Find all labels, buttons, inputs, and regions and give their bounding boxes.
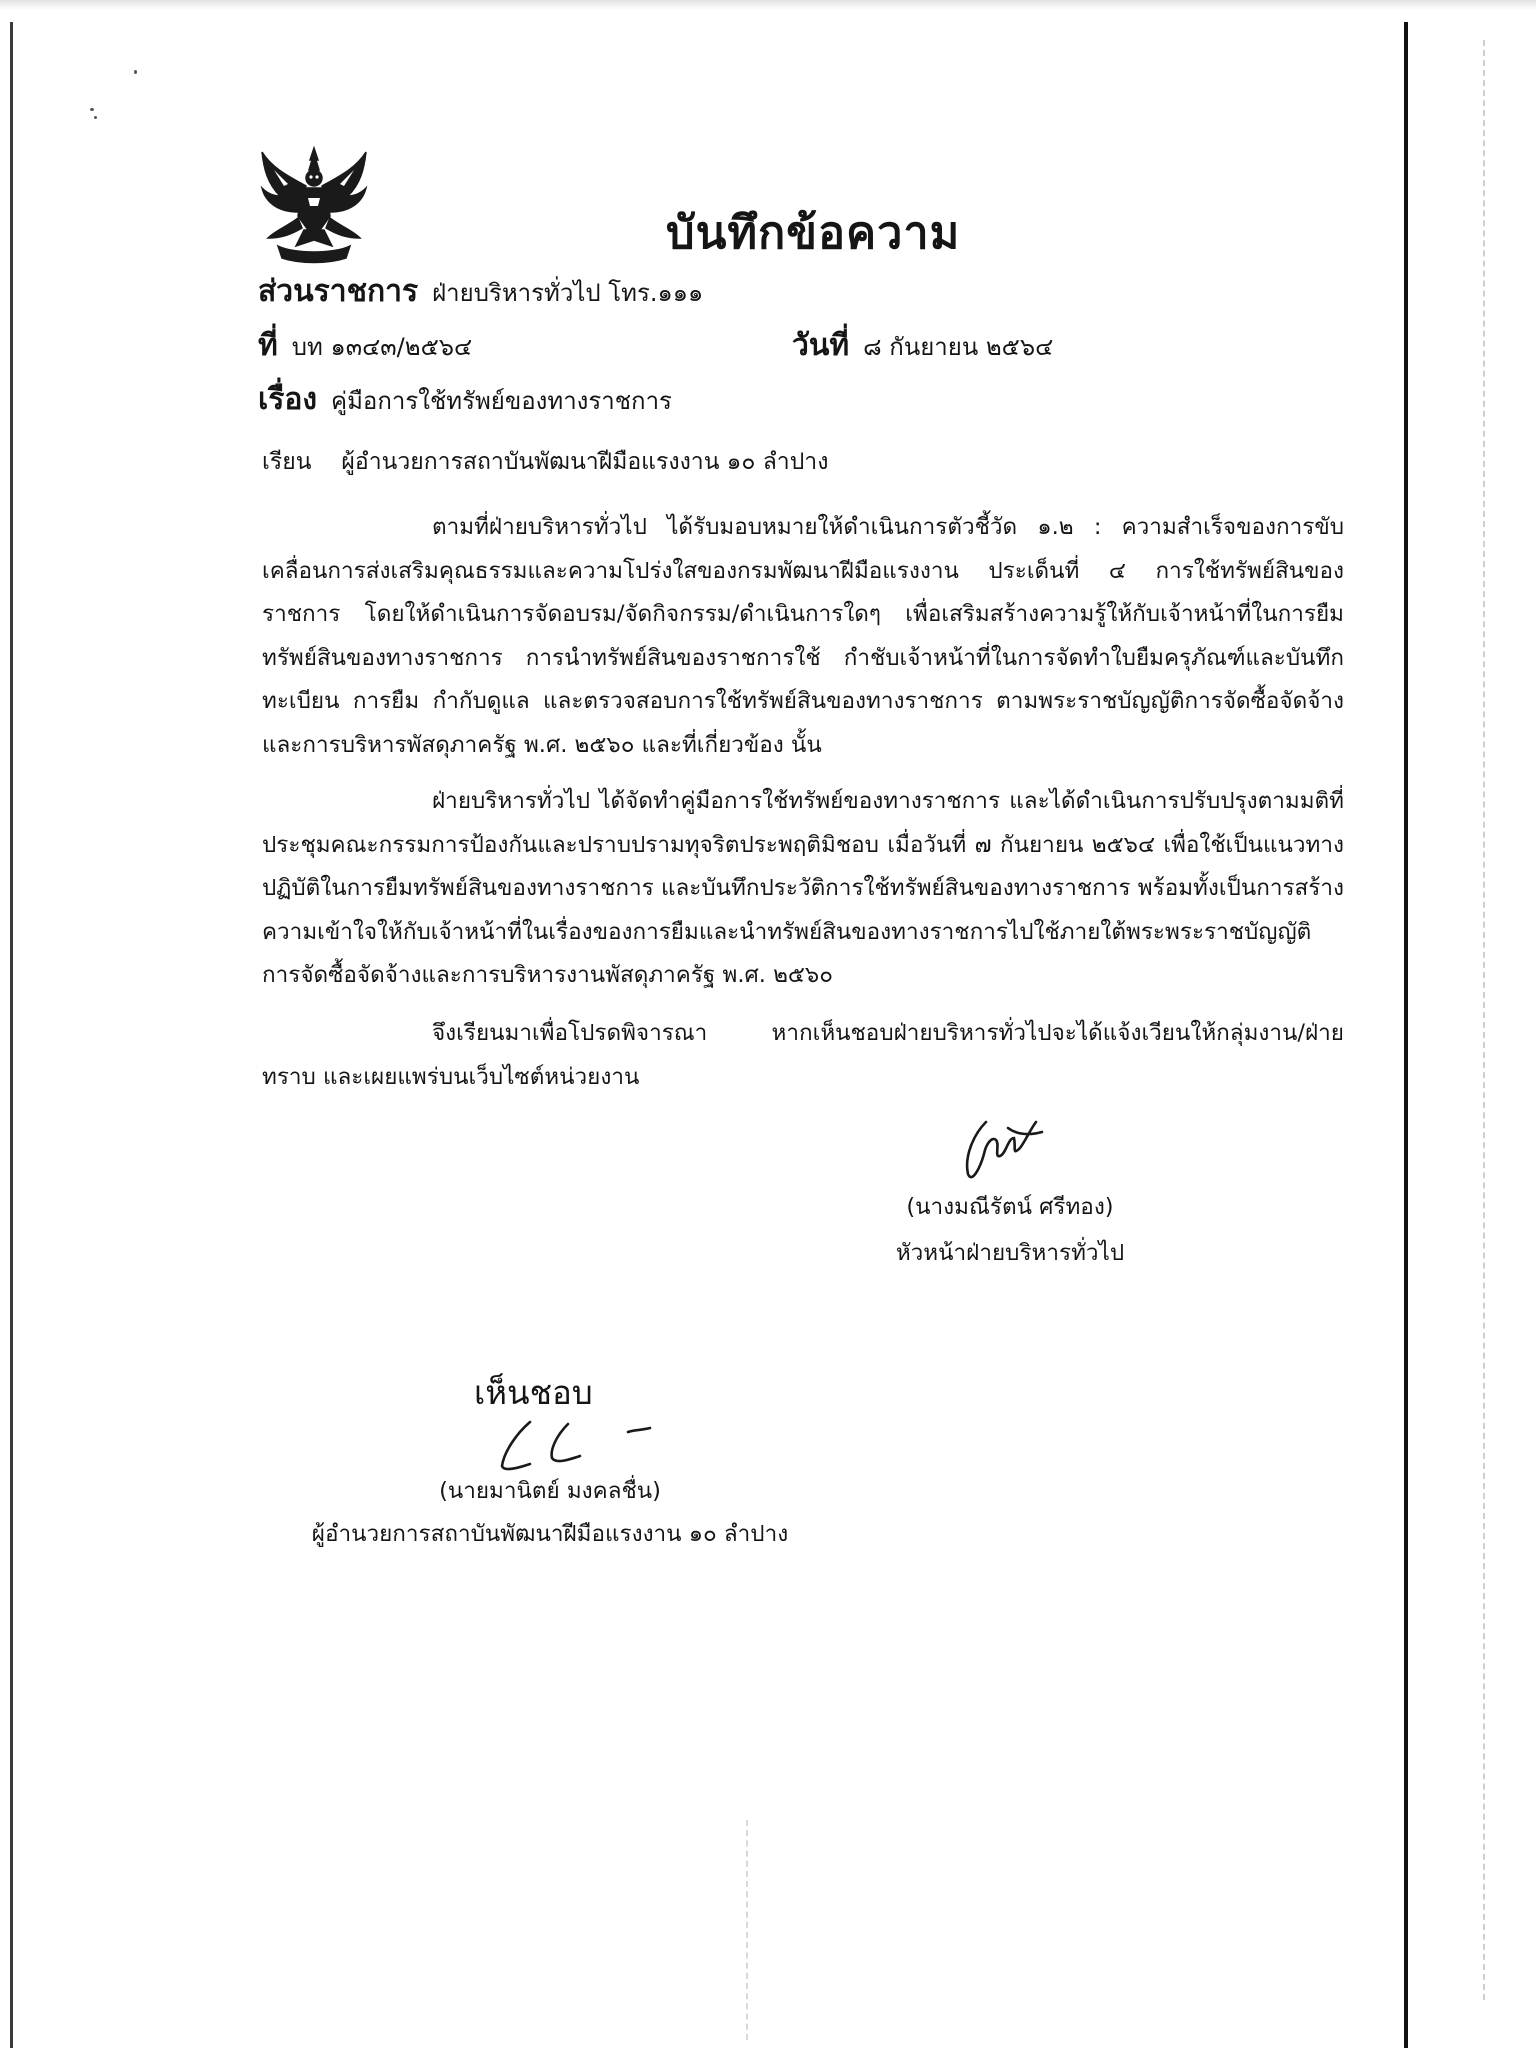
date-label: วันที่ [792, 328, 850, 363]
scan-dashed-line [1483, 40, 1485, 2000]
reference-value: บท ๑๓๔๓/๒๕๖๔ [291, 333, 473, 361]
page-left-border [10, 22, 13, 2048]
body-paragraph-1: ตามที่ฝ่ายบริหารทั่วไป ได้รับมอบหมายให้ดำเนินการตัวชี้วัด ๑.๒ : ความสำเร็จของการขับเคลื่อนการส่งเสริมคุณธรรมและความโปร่งใสของกรมพัฒนาฝีมือแรงงาน ประเด็นที่ ๔ การใช้ทรัพย์สินของราชการ โดยให้ดำเนินการจัดอบรม/จัดกิจกรรม/ดำเนินการใดๆ เพื่อเสริมสร้างความรู้ให้กับเจ้าหน้าที่ในการยืมทรัพย์สินของทางราชการ การนำทรัพย์สินของราชการใช้ กำชับเจ้าหน้าที่ในการจัดทำใบยืมครุภัณฑ์และบันทึกทะเบียน การยืม กำกับดูแล และตรวจสอบการใช้ทรัพย์สินของทางราชการ ตามพระราชบัญญัติการจัดซื้อจัดจ้างและการบริหารพัสดุภาครัฐ พ.ศ. ๒๕๖๐ และที่เกี่ยวข้อง นั้น [262, 514, 1344, 758]
recipient-value: ผู้อำนวยการสถาบันพัฒนาฝีมือแรงงาน ๑๐ ลำปาง [341, 449, 829, 475]
reference-label: ที่ [258, 328, 278, 363]
body-paragraph-2: ฝ่ายบริหารทั่วไป ได้จัดทำคู่มือการใช้ทรัพย์ของทางราชการ และได้ดำเนินการปรับปรุงตามมติที่ประชุมคณะกรรมการป้องกันและปราบปรามทุจริตประพฤติมิชอบ เมื่อวันที่ ๗ กันยายน ๒๕๖๔ เพื่อใช้เป็นแนวทางปฏิบัติในการยืมทรัพย์สินของทางราชการ และบันทึกประวัติการใช้ทรัพย์สินของทางราชการ พร้อมทั้งเป็นการสร้างความเข้าใจให้กับเจ้าหน้าที่ในเรื่องของการยืมและนำทรัพย์สินของทางราชการไปใช้ภายใต้พระพระราชบัญญัติการจัดซื้อจัดจ้างและการบริหารงานพัสดุภาครัฐ พ.ศ. ๒๕๖๐ [262, 788, 1344, 989]
recipient-row [262, 444, 828, 480]
garuda-emblem-icon [258, 146, 370, 264]
agency-value: ฝ่ายบริหารทั่วไป โทร.๑๑๑ [432, 279, 704, 307]
approver-signature [496, 1418, 656, 1474]
date-row [792, 322, 1053, 369]
scan-speck [134, 70, 137, 74]
signer-position: หัวหน้าฝ่ายบริหารทั่วไป [895, 1240, 1125, 1266]
date-value: ๘ กันยายน ๒๕๖๔ [863, 333, 1054, 361]
approval-note: เห็นชอบ [474, 1373, 593, 1412]
subject-value: คู่มือการใช้ทรัพย์ของทางราชการ [331, 387, 672, 415]
signer-name: (นางมณีรัตน์ ศรีทอง) [906, 1194, 1114, 1220]
agency-row [258, 268, 703, 315]
body-paragraph-3: จึงเรียนมาเพื่อโปรดพิจารณา หากเห็นชอบฝ่ายบริหารทั่วไปจะได้แจ้งเวียนให้กลุ่มงาน/ฝ่าย ทราบ และเผยแพร่บนเว็บไซต์หน่วยงาน [262, 1020, 1344, 1090]
subject-label: เรื่อง [258, 382, 318, 417]
recipient-label: เรียน [262, 449, 312, 475]
scan-speck [94, 116, 97, 119]
reference-row [258, 322, 472, 369]
scan-top-shadow [0, 0, 1536, 10]
scan-fold-line [746, 1820, 748, 2040]
signer-signature [956, 1108, 1046, 1184]
approver-position: ผู้อำนวยการสถาบันพัฒนาฝีมือแรงงาน ๑๐ ลำปาง [311, 1521, 789, 1547]
document-title: บันทึกข้อความ [666, 206, 961, 259]
approver-name: (นายมานิตย์ มงคลชื่น) [439, 1478, 661, 1504]
scan-speck [90, 108, 94, 111]
page-right-border [1404, 22, 1408, 2048]
subject-row [258, 376, 672, 423]
agency-label: ส่วนราชการ [258, 274, 419, 309]
